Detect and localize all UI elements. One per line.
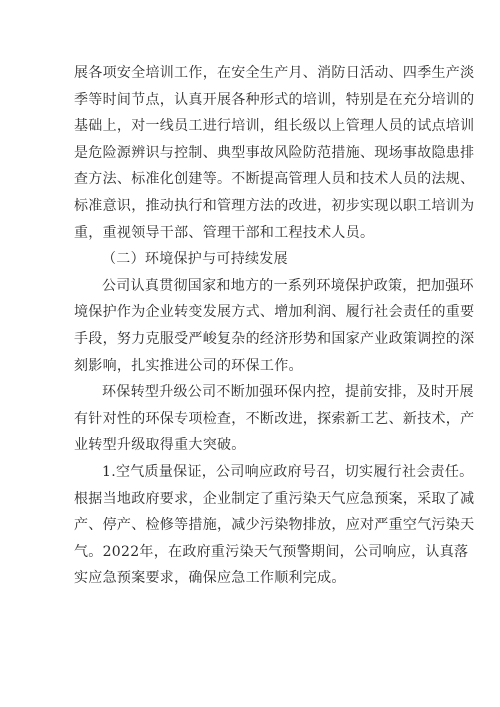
- text-line: 产、停产、检修等措施，减少污染物排放，应对严重空气污染天: [74, 517, 475, 534]
- text-line: 根据当地政府要求，企业制定了重污染天气应急预案，采取了减: [74, 490, 475, 507]
- text-line: 实应急预案要求，确保应急工作顺利完成。: [74, 570, 346, 587]
- text-line: 基础上，对一线员工进行培训，组长级以上管理人员的试点培训: [74, 118, 475, 135]
- text-line: 季等时间节点，认真开展各种形式的培训，特别是在充分培训的: [74, 91, 475, 108]
- text-line: 公司认真贯彻国家和地方的一系列环境保护政策，把加强环: [102, 277, 474, 294]
- text-line: 环保转型升级公司不断加强环保内控，提前安排，及时开展: [102, 384, 474, 401]
- text-line: 标准意识，推动执行和管理方法的改进，初步实现以职工培训为: [74, 197, 475, 214]
- text-line: 境保护作为企业转变发展方式、增加利润、履行社会责任的重要: [74, 304, 475, 321]
- text-line: 展各项安全培训工作，在安全生产月、消防日活动、四季生产淡: [74, 65, 475, 81]
- text-line: 业转型升级取得重大突破。: [74, 437, 246, 454]
- text-line: 手段，努力克服受严峻复杂的经济形势和国家产业政策调控的深: [74, 330, 475, 347]
- text-line: 有针对性的环保专项检查，不断改进，探索新工艺、新技术，产: [74, 410, 475, 427]
- text-line: 重，重视领导干部、管理干部和工程技术人员。: [74, 224, 375, 241]
- text-line: 是危险源辨识与控制、典型事故风险防范措施、现场事故隐患排: [74, 144, 475, 161]
- text-line: 查方法、标准化创建等。不断提高管理人员和技术人员的法规、: [74, 171, 475, 188]
- text-line: 1.空气质量保证，公司响应政府号召，切实履行社会责任。: [102, 463, 474, 480]
- text-line: 刻影响，扎实推进公司的环保工作。: [74, 357, 303, 374]
- section-heading: （二）环境保护与可持续发展: [102, 251, 288, 268]
- text-line: 气。2022年，在政府重污染天气预警期间，公司响应，认真落: [74, 543, 469, 560]
